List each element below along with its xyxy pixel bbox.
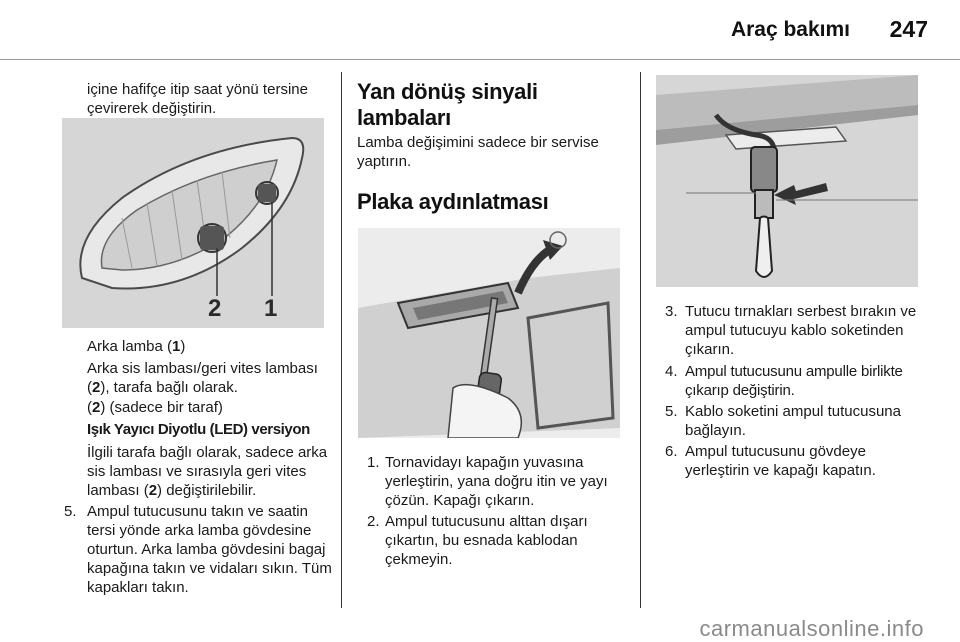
label-tail-lamp: Arka lamba (1) (87, 338, 186, 355)
callout-1: 1 (264, 295, 278, 322)
step-3-number: 3. (665, 303, 678, 320)
step-3-text: Tutucu tırnakları serbest bırakın ve ampul tutucuyu kablo soketinden çıkarın. (685, 303, 917, 358)
watermark: carmanualsonline.info (699, 616, 924, 641)
step-5-text: Ampul tutucusunu takın ve saatin tersi yönde arka lamba gövdesine oturtun. Arka lamba gövdesini bagaj kapağına takın ve vidaları sıkın. Tüm kapakları takın. (87, 503, 332, 596)
step-5-number: 5. (64, 503, 77, 520)
led-text: İlgili tarafa bağlı olarak, sadece arka sis lambası ve sırasıyla geri vites lambası (2) değiştirilebilir. (87, 444, 328, 499)
page-header (0, 0, 960, 60)
led-heading: Işık Yayıcı Diyotlu (LED) versiyon (87, 421, 310, 438)
step-4-text: Ampul tutucusunu ampulle birlikte çıkarıp değiştirin. (685, 363, 903, 399)
step-5b-number: 5. (665, 403, 678, 420)
heading-plate-light: Plaka aydınlatması (357, 189, 549, 214)
step-2-text: Ampul tutucusunu alttan dışarı çıkartın, bu esnada kablodan çekmeyin. (385, 513, 588, 568)
label-fog-reverse: Arka sis lambası/geri vites lambası (2), tarafa bağlı olarak. (87, 360, 318, 396)
plate-light-figure (358, 228, 620, 438)
step-2-number: 2. (367, 513, 380, 530)
heading-side-indicators: Yan dönüş sinyali lambaları (357, 79, 538, 130)
header-rule (0, 59, 960, 60)
step-6-number: 6. (665, 443, 678, 460)
tail-lamp-illustration (62, 118, 324, 328)
page-number: 247 (889, 16, 928, 42)
step-1-number: 1. (367, 454, 380, 471)
step-4-number: 4. (665, 363, 678, 380)
callout-2: 2 (208, 295, 222, 322)
step-5b-text: Kablo soketini ampul tutucusuna bağlayın. (685, 403, 901, 439)
side-indicators-text: Lamba değişimini sadece bir servise yaptırın. (357, 134, 599, 170)
tail-lamp-figure (62, 118, 324, 328)
bulb-holder-figure (656, 75, 918, 287)
plate-light-illustration (358, 228, 620, 438)
column-divider-2 (640, 72, 641, 608)
step-6-text: Ampul tutucusunu gövdeye yerleştirin ve kapağı kapatın. (685, 443, 876, 479)
column-divider-1 (341, 72, 342, 608)
label-one-side: (2) (sadece bir taraf) (87, 399, 223, 416)
chapter-title: Araç bakımı (730, 18, 850, 41)
intro-text: içine hafifçe itip saat yönü tersine çevirerek değiştirin. (87, 81, 308, 117)
step-1-text: Tornavidayı kapağın yuvasına yerleştirin, yana doğru itin ve yayı çözün. Kapağı çıkarın. (385, 454, 608, 509)
bulb-holder-illustration (656, 75, 918, 287)
